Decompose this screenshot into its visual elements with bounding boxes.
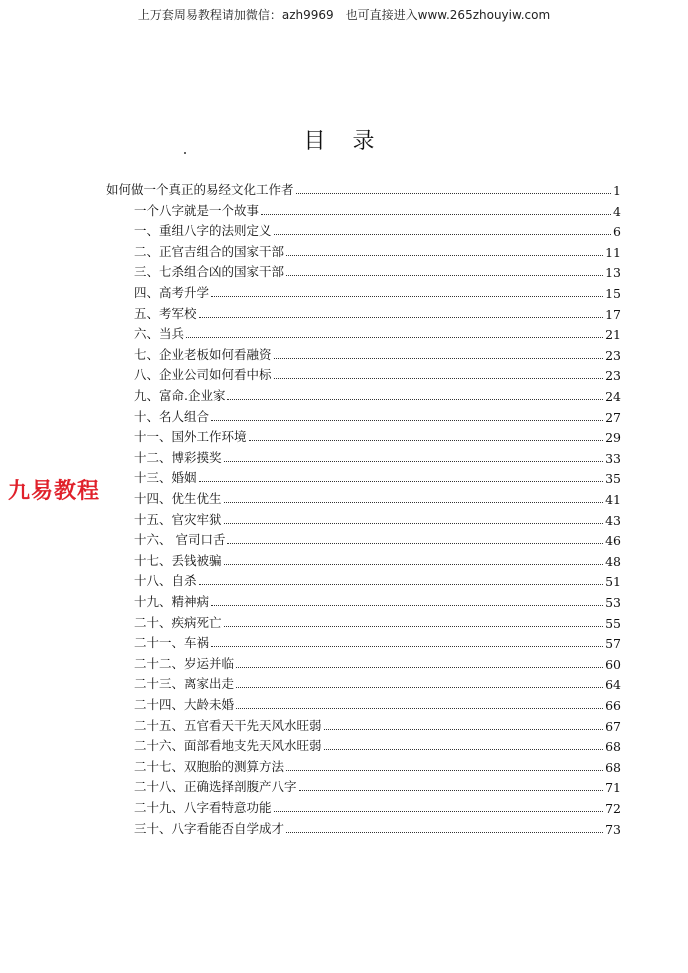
toc-entry-page: 60	[605, 656, 621, 672]
toc-entry-label: 二十九、八字看特意功能	[134, 800, 272, 815]
toc-entry[interactable]	[134, 508, 621, 528]
toc-entry-page: 35	[605, 471, 621, 487]
toc-entry-label: 二十七、双胞胎的测算方法	[134, 758, 285, 774]
toc-entry[interactable]	[134, 446, 621, 466]
toc-dot-leader	[286, 275, 603, 276]
toc-entry-label: 十三、婚姻	[134, 470, 197, 486]
toc-dot-leader	[227, 399, 603, 400]
toc-entry-label: 二、正官吉组合的国家干部	[134, 243, 285, 259]
toc-entry-page: 64	[605, 677, 621, 693]
toc-entry[interactable]	[134, 425, 621, 445]
toc-dot-leader	[199, 584, 604, 585]
toc-entry-page: 51	[605, 574, 621, 590]
toc-entry-label: 八、企业公司如何看中标	[134, 367, 272, 383]
toc-entry-page: 68	[605, 759, 621, 775]
toc-dot-leader	[224, 523, 604, 524]
toc-entry[interactable]	[134, 343, 621, 363]
toc-dot-leader	[286, 832, 603, 833]
toc-entry-page: 27	[605, 409, 621, 425]
toc-entry-page: 11	[605, 244, 621, 260]
toc-entry-label: 三十、八字看能否自学成才	[134, 820, 285, 836]
toc-entry[interactable]	[134, 260, 621, 280]
toc-entry[interactable]	[134, 652, 621, 672]
toc-entry-page: 57	[605, 636, 621, 652]
toc-entry-page: 24	[605, 389, 621, 404]
toc-entry-page: 6	[613, 224, 621, 240]
toc-entry-label: 二十五、五官看天干先天风水旺弱	[134, 717, 322, 733]
toc-entry-label: 二十四、大龄未婚	[134, 697, 235, 712]
toc-entry[interactable]	[134, 672, 621, 692]
toc-dot-leader	[227, 543, 603, 544]
toc-dot-leader	[211, 420, 603, 421]
toc-entry[interactable]	[134, 240, 621, 260]
toc-entry-label: 七、企业老板如何看融资	[134, 346, 272, 362]
toc-dot-leader	[296, 193, 611, 194]
toc-entry[interactable]	[134, 714, 621, 734]
toc-entry[interactable]	[134, 405, 621, 425]
toc-dot-leader	[224, 461, 604, 462]
toc-entry[interactable]	[134, 322, 621, 342]
toc-entry-page: 21	[605, 327, 621, 343]
toc-entry[interactable]	[134, 384, 621, 404]
toc-entry[interactable]	[134, 219, 621, 239]
toc-dot-leader	[236, 667, 603, 668]
toc-entry-page: 41	[605, 492, 621, 507]
toc-entry-page: 1	[613, 183, 621, 198]
toc-entry[interactable]	[134, 775, 621, 795]
toc-entry[interactable]	[134, 199, 621, 219]
toc-dot-leader	[211, 605, 603, 606]
page-title: 目 录	[303, 129, 385, 154]
toc-entry-label: 二十六、面部看地支先天风水旺弱	[134, 738, 322, 754]
toc-entry-label: 二十八、正确选择剖腹产八字	[134, 779, 297, 795]
toc-entry[interactable]	[134, 549, 621, 569]
toc-dot-leader	[211, 646, 603, 647]
toc-entry-page: 15	[605, 286, 621, 301]
toc-entry-label: 三、七杀组合凶的国家干部	[134, 264, 285, 280]
toc-entry[interactable]	[134, 796, 621, 816]
toc-dot-leader	[274, 811, 604, 812]
toc-entry[interactable]	[134, 631, 621, 651]
toc-entry-label: 如何做一个真正的易经文化工作者	[106, 182, 294, 197]
toc-entry[interactable]	[134, 693, 621, 713]
toc-entry[interactable]	[134, 734, 621, 754]
toc-dot-leader	[236, 687, 603, 688]
header-note: 上万套周易教程请加微信：azh9969 也可直接进入www.265zhouyiw.com	[137, 8, 551, 22]
toc-entry-label: 一、重组八字的法则定义	[134, 223, 272, 239]
toc-entry[interactable]	[134, 611, 621, 631]
toc-entry-page: 67	[605, 718, 621, 734]
toc-dot-leader	[199, 317, 604, 318]
toc-entry-label: 一个八字就是一个故事	[134, 202, 260, 218]
toc-entry-page: 4	[613, 203, 621, 219]
toc-dot-leader	[274, 378, 604, 379]
toc-entry-page: 23	[605, 368, 621, 384]
toc-entry-page: 48	[605, 553, 621, 569]
toc-entry-label: 五、考军校	[134, 305, 197, 321]
toc-dot-leader	[236, 708, 603, 709]
toc-dot-leader	[199, 481, 604, 482]
toc-entry[interactable]	[134, 528, 621, 548]
toc-entry-label: 十九、精神病	[134, 594, 210, 609]
toc-entry-page: 17	[605, 306, 621, 322]
toc-entry-page: 71	[605, 780, 621, 796]
toc-entry-page: 43	[605, 512, 621, 528]
toc-entry[interactable]	[134, 281, 621, 301]
toc-entry[interactable]	[134, 302, 621, 322]
toc-dot-leader	[286, 770, 603, 771]
toc-entry[interactable]	[134, 363, 621, 383]
toc-dot-leader	[324, 749, 604, 750]
toc-entry-label: 十七、丢钱被骗	[134, 552, 222, 568]
toc-entry-label: 十一、国外工作环境	[134, 429, 247, 445]
toc-entry-page: 72	[605, 801, 621, 816]
toc-entry-page: 13	[605, 265, 621, 281]
toc-dot-leader	[299, 790, 604, 791]
toc-dot-leader	[286, 255, 603, 256]
toc-dot-leader	[224, 564, 604, 565]
toc-entry-page: 73	[605, 821, 621, 837]
toc-entry[interactable]	[134, 466, 621, 486]
toc-entry[interactable]	[134, 487, 621, 507]
toc-entry[interactable]	[134, 569, 621, 589]
toc-entry-label: 十四、优生优生	[134, 491, 222, 506]
toc-dot-leader	[224, 502, 604, 503]
toc-entry-label: 十二、博彩摸奖	[134, 449, 222, 465]
toc-entry[interactable]	[134, 590, 621, 610]
toc-entry-page: 29	[605, 430, 621, 446]
toc-entry-page: 55	[605, 615, 621, 631]
toc-entry-label: 六、当兵	[134, 326, 185, 342]
toc-entry-page: 23	[605, 347, 621, 363]
toc-entry-label: 十六、 官司口舌	[134, 532, 226, 548]
toc-dot-leader	[211, 296, 603, 297]
toc-entry-label: 二十、疾病死亡	[134, 614, 222, 630]
toc-dot-leader	[274, 358, 604, 359]
toc-entry-page: 68	[605, 739, 621, 755]
scan-dot	[184, 152, 186, 154]
toc-dot-leader	[224, 626, 604, 627]
toc-dot-leader	[249, 440, 604, 441]
toc-entry-page: 53	[605, 595, 621, 610]
toc-entry-page: 33	[605, 450, 621, 466]
toc-dot-leader	[274, 234, 611, 235]
toc-entry[interactable]	[134, 817, 621, 837]
toc-dot-leader	[186, 337, 603, 338]
watermark-text: 九易教程	[8, 479, 101, 504]
toc-entry-label: 十五、官灾牢狱	[134, 511, 222, 527]
toc-entry[interactable]	[134, 755, 621, 775]
toc-entry-label: 二十三、离家出走	[134, 676, 235, 692]
toc-entry[interactable]	[106, 178, 621, 198]
toc-entry-label: 九、富命.企业家	[134, 388, 226, 403]
toc-entry-page: 46	[605, 533, 621, 549]
toc-dot-leader	[324, 729, 604, 730]
toc-entry-label: 四、高考升学	[134, 285, 210, 300]
toc-entry-label: 二十一、车祸	[134, 635, 210, 651]
toc-entry-label: 二十二、岁运并临	[134, 655, 235, 671]
toc-entry-label: 十八、自杀	[134, 573, 197, 589]
toc-dot-leader	[261, 214, 611, 215]
toc-entry-page: 66	[605, 698, 621, 713]
toc-entry-label: 十、名人组合	[134, 408, 210, 424]
